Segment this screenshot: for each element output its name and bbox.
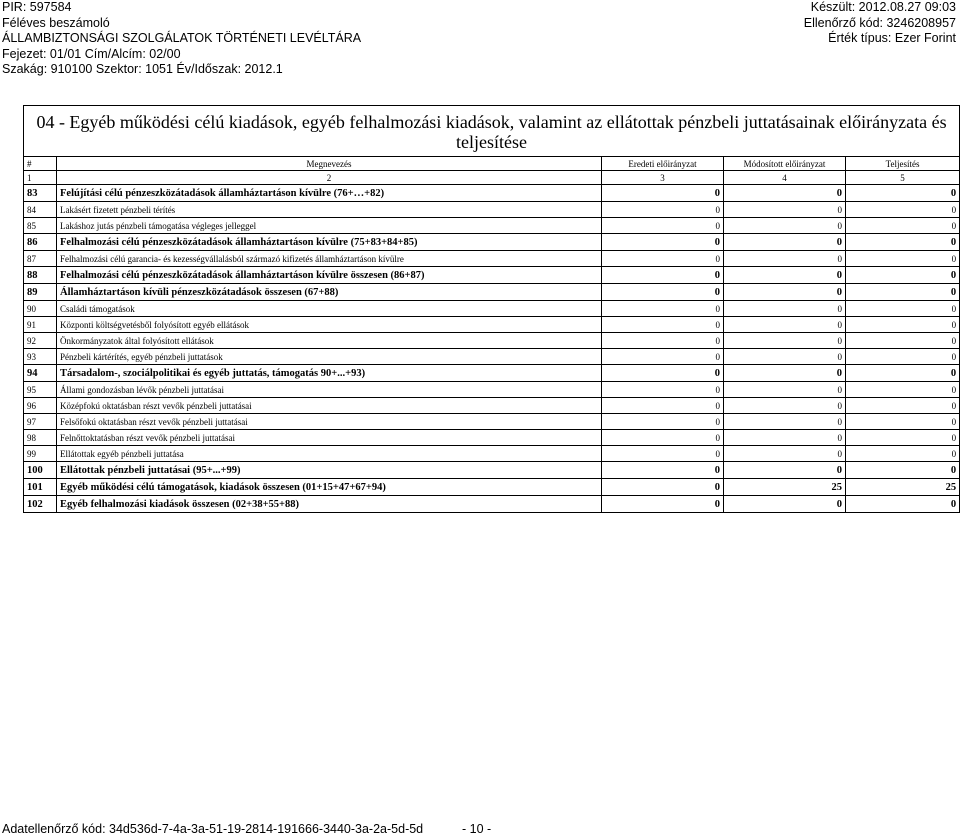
modified-estimate-cell: 0 [724,430,846,446]
table-row [24,317,960,333]
table-row [24,382,960,398]
row-number: 94 [24,365,57,382]
row-number: 91 [24,317,57,333]
table-row [24,349,960,365]
completion-cell: 0 [846,333,960,349]
page-number: - 10 - [462,822,492,836]
completion-cell: 0 [846,462,960,479]
modified-estimate-cell: 0 [724,333,846,349]
row-number: 99 [24,446,57,462]
table-row [24,267,960,284]
row-number: 93 [24,349,57,365]
original-estimate-cell: 0 [602,267,724,284]
row-label: Társadalom-, szociálpolitikai és egyéb juttatás, támogatás 90+...+93) [57,365,602,382]
table-row [24,234,960,251]
modified-estimate-cell: 0 [724,218,846,234]
modified-estimate-cell: 0 [724,301,846,317]
table-row [24,479,960,496]
completion-cell: 0 [846,234,960,251]
pir-number: PIR: 597584 [2,0,72,14]
modified-estimate-cell: 0 [724,496,846,513]
row-number: 85 [24,218,57,234]
row-number: 86 [24,234,57,251]
table-row [24,365,960,382]
original-estimate-cell: 0 [602,382,724,398]
original-estimate-cell: 0 [602,301,724,317]
completion-cell: 0 [846,496,960,513]
column-number: 5 [846,171,960,185]
row-label: Állami gondozásban lévők pénzbeli juttatásai [57,382,602,398]
column-header-row [24,157,960,171]
row-label: Önkormányzatok által folyósított ellátások [57,333,602,349]
table-row [24,301,960,317]
original-estimate-cell: 0 [602,333,724,349]
modified-estimate-cell: 0 [724,382,846,398]
completion-cell: 0 [846,365,960,382]
column-header-name: Megnevezés [57,157,602,171]
original-estimate-cell: 0 [602,185,724,202]
table-row [24,333,960,349]
row-label: Felhalmozási célú pénzeszközátadások államháztartáson kívülre összesen (86+87) [57,267,602,284]
control-code: Ellenőrző kód: 3246208957 [803,15,956,30]
row-label: Pénzbeli kártérítés, egyéb pénzbeli juttatások [57,349,602,365]
completion-cell: 25 [846,479,960,496]
column-number: 2 [57,171,602,185]
modified-estimate-cell: 0 [724,414,846,430]
table-row [24,284,960,301]
row-number: 90 [24,301,57,317]
original-estimate-cell: 0 [602,251,724,267]
report-header-left [2,0,361,78]
original-estimate-cell: 0 [602,414,724,430]
completion-cell: 0 [846,382,960,398]
table-title: 04 - Egyéb működési célú kiadások, egyéb felhalmozási kiadások, valamint az ellátottak pénzbeli juttatásainak előirányzata és teljesítése [24,106,960,157]
modified-estimate-cell: 0 [724,185,846,202]
table-row [24,430,960,446]
original-estimate-cell: 0 [602,446,724,462]
completion-cell: 0 [846,349,960,365]
completion-cell: 0 [846,317,960,333]
completion-cell: 0 [846,218,960,234]
table-row [24,251,960,267]
table-row [24,446,960,462]
row-number: 97 [24,414,57,430]
row-number: 96 [24,398,57,414]
row-label: Lakásért fizetett pénzbeli térítés [57,202,602,218]
row-label: Ellátottak pénzbeli juttatásai (95+...+99) [57,462,602,479]
column-header-original: Eredeti előirányzat [602,157,724,171]
modified-estimate-cell: 0 [724,349,846,365]
completion-cell: 0 [846,202,960,218]
row-number: 89 [24,284,57,301]
row-label: Központi költségvetésből folyósított egyéb ellátások [57,317,602,333]
modified-estimate-cell: 0 [724,234,846,251]
table-row [24,202,960,218]
row-label: Felsőfokú oktatásban részt vevők pénzbeli juttatásai [57,414,602,430]
completion-cell: 0 [846,301,960,317]
created-timestamp: Készült: 2012.08.27 09:03 [810,0,956,14]
original-estimate-cell: 0 [602,317,724,333]
modified-estimate-cell: 25 [724,479,846,496]
row-label: Felújítási célú pénzeszközátadások államháztartáson kívülre (76+…+82) [57,185,602,202]
report-type: Féléves beszámoló [2,15,110,30]
original-estimate-cell: 0 [602,479,724,496]
completion-cell: 0 [846,251,960,267]
original-estimate-cell: 0 [602,462,724,479]
column-number: 4 [724,171,846,185]
row-number: 83 [24,185,57,202]
completion-cell: 0 [846,446,960,462]
original-estimate-cell: 0 [602,218,724,234]
row-label: Államháztartáson kívüli pénzeszközátadások összesen (67+88) [57,284,602,301]
row-number: 95 [24,382,57,398]
table-row [24,462,960,479]
row-number: 84 [24,202,57,218]
row-number: 102 [24,496,57,513]
row-label: Felhalmozási célú garancia- és kezességvállalásból származó kifizetés államháztartáson kívülre [57,251,602,267]
table-row [24,414,960,430]
original-estimate-cell: 0 [602,430,724,446]
row-number: 98 [24,430,57,446]
completion-cell: 0 [846,284,960,301]
chapter-title: Fejezet: 01/01 Cím/Alcím: 02/00 [2,46,181,61]
row-label: Ellátottak egyéb pénzbeli juttatása [57,446,602,462]
column-header-completion: Teljesítés [846,157,960,171]
original-estimate-cell: 0 [602,496,724,513]
row-number: 92 [24,333,57,349]
column-header-modified: Módosított előirányzat [724,157,846,171]
original-estimate-cell: 0 [602,398,724,414]
row-number: 101 [24,479,57,496]
modified-estimate-cell: 0 [724,267,846,284]
data-control-code: Adatellenőrző kód: 34d536d-7-4a-3a-51-19-2814-191666-3440-3a-2a-5d-5d [2,822,424,836]
original-estimate-cell: 0 [602,202,724,218]
modified-estimate-cell: 0 [724,317,846,333]
expenditure-table [23,105,960,513]
modified-estimate-cell: 0 [724,398,846,414]
original-estimate-cell: 0 [602,284,724,301]
original-estimate-cell: 0 [602,349,724,365]
column-header-index: # [24,157,57,171]
row-label: Családi támogatások [57,301,602,317]
modified-estimate-cell: 0 [724,202,846,218]
row-label: Középfokú oktatásban részt vevők pénzbeli juttatásai [57,398,602,414]
row-label: Felhalmozási célú pénzeszközátadások államháztartáson kívülre (75+83+84+85) [57,234,602,251]
completion-cell: 0 [846,398,960,414]
row-label: Egyéb felhalmozási kiadások összesen (02+38+55+88) [57,496,602,513]
modified-estimate-cell: 0 [724,251,846,267]
modified-estimate-cell: 0 [724,446,846,462]
completion-cell: 0 [846,185,960,202]
row-number: 88 [24,267,57,284]
column-number: 1 [24,171,57,185]
table-row [24,218,960,234]
original-estimate-cell: 0 [602,365,724,382]
sector-period: Szakág: 910100 Szektor: 1051 Év/Időszak: 2012.1 [2,62,283,77]
table-row [24,496,960,513]
modified-estimate-cell: 0 [724,284,846,301]
completion-cell: 0 [846,414,960,430]
row-label: Egyéb működési célú támogatások, kiadások összesen (01+15+47+67+94) [57,479,602,496]
column-number-row [24,171,960,185]
value-type: Érték típus: Ezer Forint [828,31,956,46]
modified-estimate-cell: 0 [724,462,846,479]
completion-cell: 0 [846,430,960,446]
original-estimate-cell: 0 [602,234,724,251]
modified-estimate-cell: 0 [724,365,846,382]
row-number: 87 [24,251,57,267]
row-label: Felnőttoktatásban részt vevők pénzbeli juttatásai [57,430,602,446]
row-label: Lakáshoz jutás pénzbeli támogatása végleges jelleggel [57,218,602,234]
completion-cell: 0 [846,267,960,284]
institution-name: ÁLLAMBIZTONSÁGI SZOLGÁLATOK TÖRTÉNETI LEVÉLTÁRA [2,31,362,46]
row-number: 100 [24,462,57,479]
table-row [24,185,960,202]
report-header-right [804,0,956,47]
table-row [24,398,960,414]
column-number: 3 [602,171,724,185]
